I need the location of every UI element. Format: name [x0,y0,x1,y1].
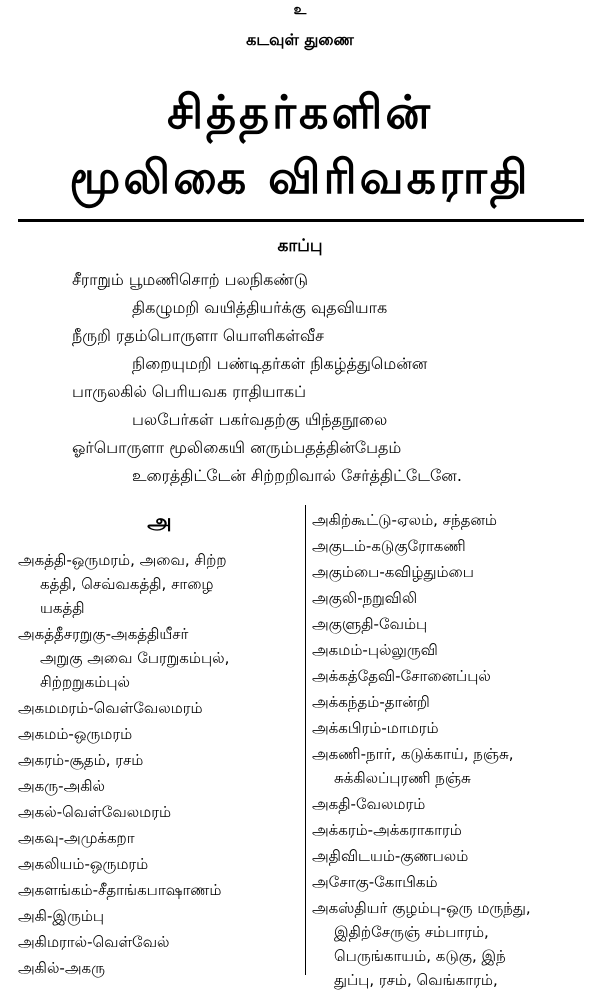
glossary-entry [18,826,301,850]
entry-headword-line: அகத்தீசரறுகு-அகத்தியீசர் [18,625,189,643]
entry-headword-line: அகி-இரும்பு [18,907,105,925]
entry-headword-line: அகிற்கூட்டு-ஏலம், சந்தனம் [312,511,498,529]
entry-headword-line: அகதி-வேலமரம் [312,795,426,813]
glossary-entry [18,800,301,824]
right-column [312,508,592,994]
invocation-subhead: கடவுள் துணை [246,30,354,49]
glossary-entry [18,548,301,620]
glossary-entry [312,560,592,584]
entry-headword-line: அகுடம்-கடுகுரோகணி [312,537,466,555]
glossary-entry [18,904,301,928]
letter-section-heading: அ [147,510,172,535]
entry-headword-line: அகரு-அகில் [18,777,105,795]
glossary-entry [312,586,592,610]
glossary-entry [312,818,592,842]
verse-line: திகழுமறி வயித்தியர்க்கு வுதவியாக [132,298,388,317]
entry-headword-line: அகவு-அமுக்கறா [18,829,135,847]
entry-headword-line: அக்கத்தேவி-சோனைப்புல் [312,667,491,685]
pillaiyar-suli-mark: உ [293,2,307,18]
glossary-entry [312,870,592,894]
glossary-entry [18,722,301,746]
book-title-line1: சித்தர்களின் [167,85,433,139]
glossary-entry [18,622,301,694]
entry-continuation-line: இதிற்சேருஞ் சம்பாரம், [334,923,489,941]
entry-headword-line: அகஸ்தியர் குழம்பு-ஒரு மருந்து, [312,899,531,917]
entry-headword-line: அகளங்கம்-சீதாங்கபாஷாணம் [18,881,222,899]
verse-line: நீருறி ரதம்பொருளா யொளிகள்வீச [72,326,324,345]
verse-line: சீராறும் பூமணிசொற் பலநிகண்டு [72,270,308,289]
entry-headword-line: அசோகு-கோபிகம் [312,873,438,891]
entry-continuation-line: அறுகு அவை பேரறுகம்புல், [40,649,230,667]
verse-line: நிறையுமறி பண்டிதர்கள் நிகழ்த்துமென்ன [132,354,428,373]
right-entries-list [312,508,592,992]
glossary-entry [312,792,592,816]
glossary-entry [18,696,301,720]
glossary-entry [18,748,301,772]
title-rule [18,219,584,222]
entry-headword-line: அகணி-நார், கடுக்காய், நஞ்சு, [312,745,514,763]
glossary-entry [312,742,592,790]
entry-headword-line: அகும்பை-கவிழ்தும்பை [312,563,474,581]
glossary-entry [312,638,592,662]
glossary-entry [18,852,301,876]
left-column [18,510,301,982]
entry-continuation-line: துப்பு, ரசம், வெங்காரம், [334,971,498,989]
glossary-entry [312,896,592,992]
glossary-entry [312,690,592,714]
kappu-heading: காப்பு [277,236,323,256]
entry-continuation-line: சுக்கிலப்புரணி நஞ்சு [334,769,471,787]
entry-headword-line: அகலியம்-ஒருமரம் [18,855,149,873]
verse-line: பலபேர்கள் பகர்வதற்கு யிந்தநூலை [132,410,388,429]
left-entries-list [18,548,301,980]
entry-continuation-line: யகத்தி [40,599,85,617]
glossary-entry [312,716,592,740]
glossary-entry [312,664,592,688]
entry-headword-line: அகில்-அகரு [18,959,105,977]
verse-line: ஓர்பொருளா மூலிகையி னரும்பதத்தின்பேதம் [72,438,402,457]
glossary-entry [312,508,592,532]
entry-headword-line: அக்கபிரம்-மாமரம் [312,719,439,737]
glossary-entry [18,774,301,798]
entry-continuation-line: சிற்றறுகம்புல் [40,673,130,691]
entry-headword-line: அகிமரால்-வெள்வேல் [18,933,170,951]
entry-headword-line: அகமம்-புல்லுருவி [312,641,438,659]
entry-headword-line: அக்கரம்-அக்கராகாரம் [312,821,462,839]
glossary-entry [18,878,301,902]
entry-continuation-line: பெருங்காயம், கடுகு, இந் [334,947,506,965]
column-divider [305,505,306,975]
entry-headword-line: அகமம்-ஒருமரம் [18,725,133,743]
entry-headword-line: அகரம்-சூதம், ரசம் [18,751,144,769]
book-title-line2: மூலிகை விரிவகராதி [69,150,531,204]
entry-headword-line: அகத்தி-ஒருமரம், அவை, சிற்ற [18,551,227,569]
entry-headword-line: அகல்-வெள்வேலமரம் [18,803,172,821]
glossary-entry [312,534,592,558]
entry-continuation-line: கத்தி, செவ்வகத்தி, சாழை [40,575,214,593]
entry-headword-line: அக்கந்தம்-தான்றி [312,693,430,711]
glossary-entry [312,612,592,636]
entry-headword-line: அகுளுதி-வேம்பு [312,615,428,633]
entry-headword-line: அகமமரம்-வெள்வேலமரம் [18,699,203,717]
verse-line: பாருலகில் பெரியவக ராதியாகப் [72,382,307,401]
entry-headword-line: அகுலி-நறுவிலி [312,589,418,607]
glossary-entry [18,956,301,980]
verse-line: உரைத்திட்டேன் சிற்றறிவால் சேர்த்திட்டேனே. [132,466,462,485]
entry-headword-line: அதிவிடயம்-குணபலம் [312,847,469,865]
glossary-entry [18,930,301,954]
glossary-entry [312,844,592,868]
